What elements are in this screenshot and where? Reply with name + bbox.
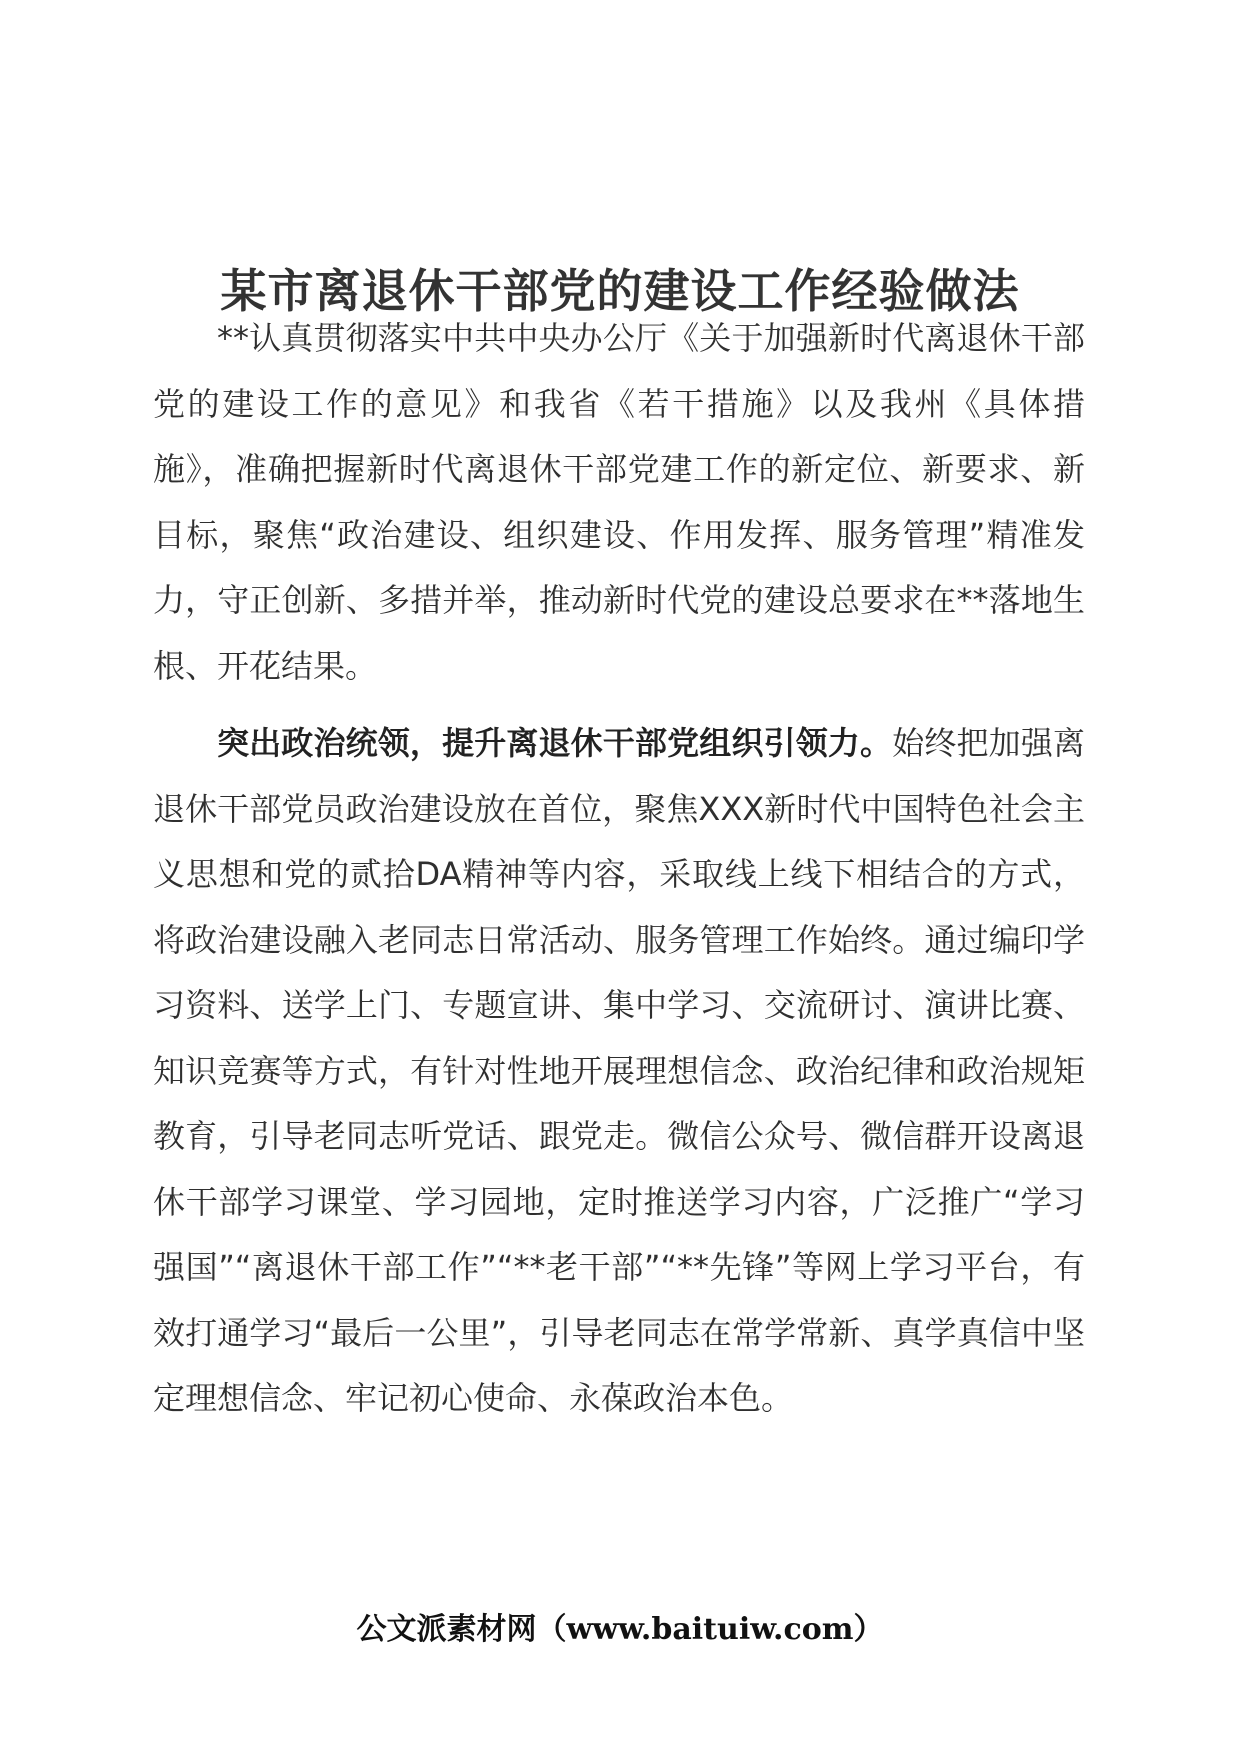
- paragraph-intro-text: **认真贯彻落实中共中央办公厅《关于加强新时代离退休干部党的建设工作的意见》和我省《若干措施》以及我州《具体措施》，准确把握新时代离退休干部党建工作的新定位、新要求、新目标，聚焦“政治建设、组织建设、作用发挥、服务管理”精准发力，守正创新、多措并举，推动新时代党的建设总要求在**落地生根、开花结果。: [153, 319, 1085, 685]
- paragraph-political-leadership-lead: 突出政治统领，提升离退休干部党组织引领力。: [217, 724, 893, 762]
- source-footer: 公文派素材网（www.baituiw.com）: [356, 1612, 884, 1647]
- paragraph-intro: [153, 306, 1085, 699]
- document-body: [153, 306, 1085, 1432]
- paragraph-political-leadership: [153, 711, 1085, 1432]
- paragraph-political-leadership-text: 始终把加强离退休干部党员政治建设放在首位，聚焦XXX新时代中国特色社会主义思想和党的贰拾DA精神等内容，采取线上线下相结合的方式，将政治建设融入老同志日常活动、服务管理工作始终。通过编印学习资料、送学上门、专题宣讲、集中学习、交流研讨、演讲比赛、知识竞赛等方式，有针对性地开展理想信念、政治纪律和政治规矩教育，引导老同志听党话、跟党走。微信公众号、微信群开设离退休干部学习课堂、学习园地，定时推送学习内容，广泛推广“学习强国”“离退休干部工作”“**老干部”“**先锋”等网上学习平台，有效打通学习“最后一公里”，引导老同志在常学常新、真学真信中坚定理想信念、牢记初心使命、永葆政治本色。: [153, 724, 1085, 1417]
- document-title: 某市离退休干部党的建设工作经验做法: [220, 263, 1020, 318]
